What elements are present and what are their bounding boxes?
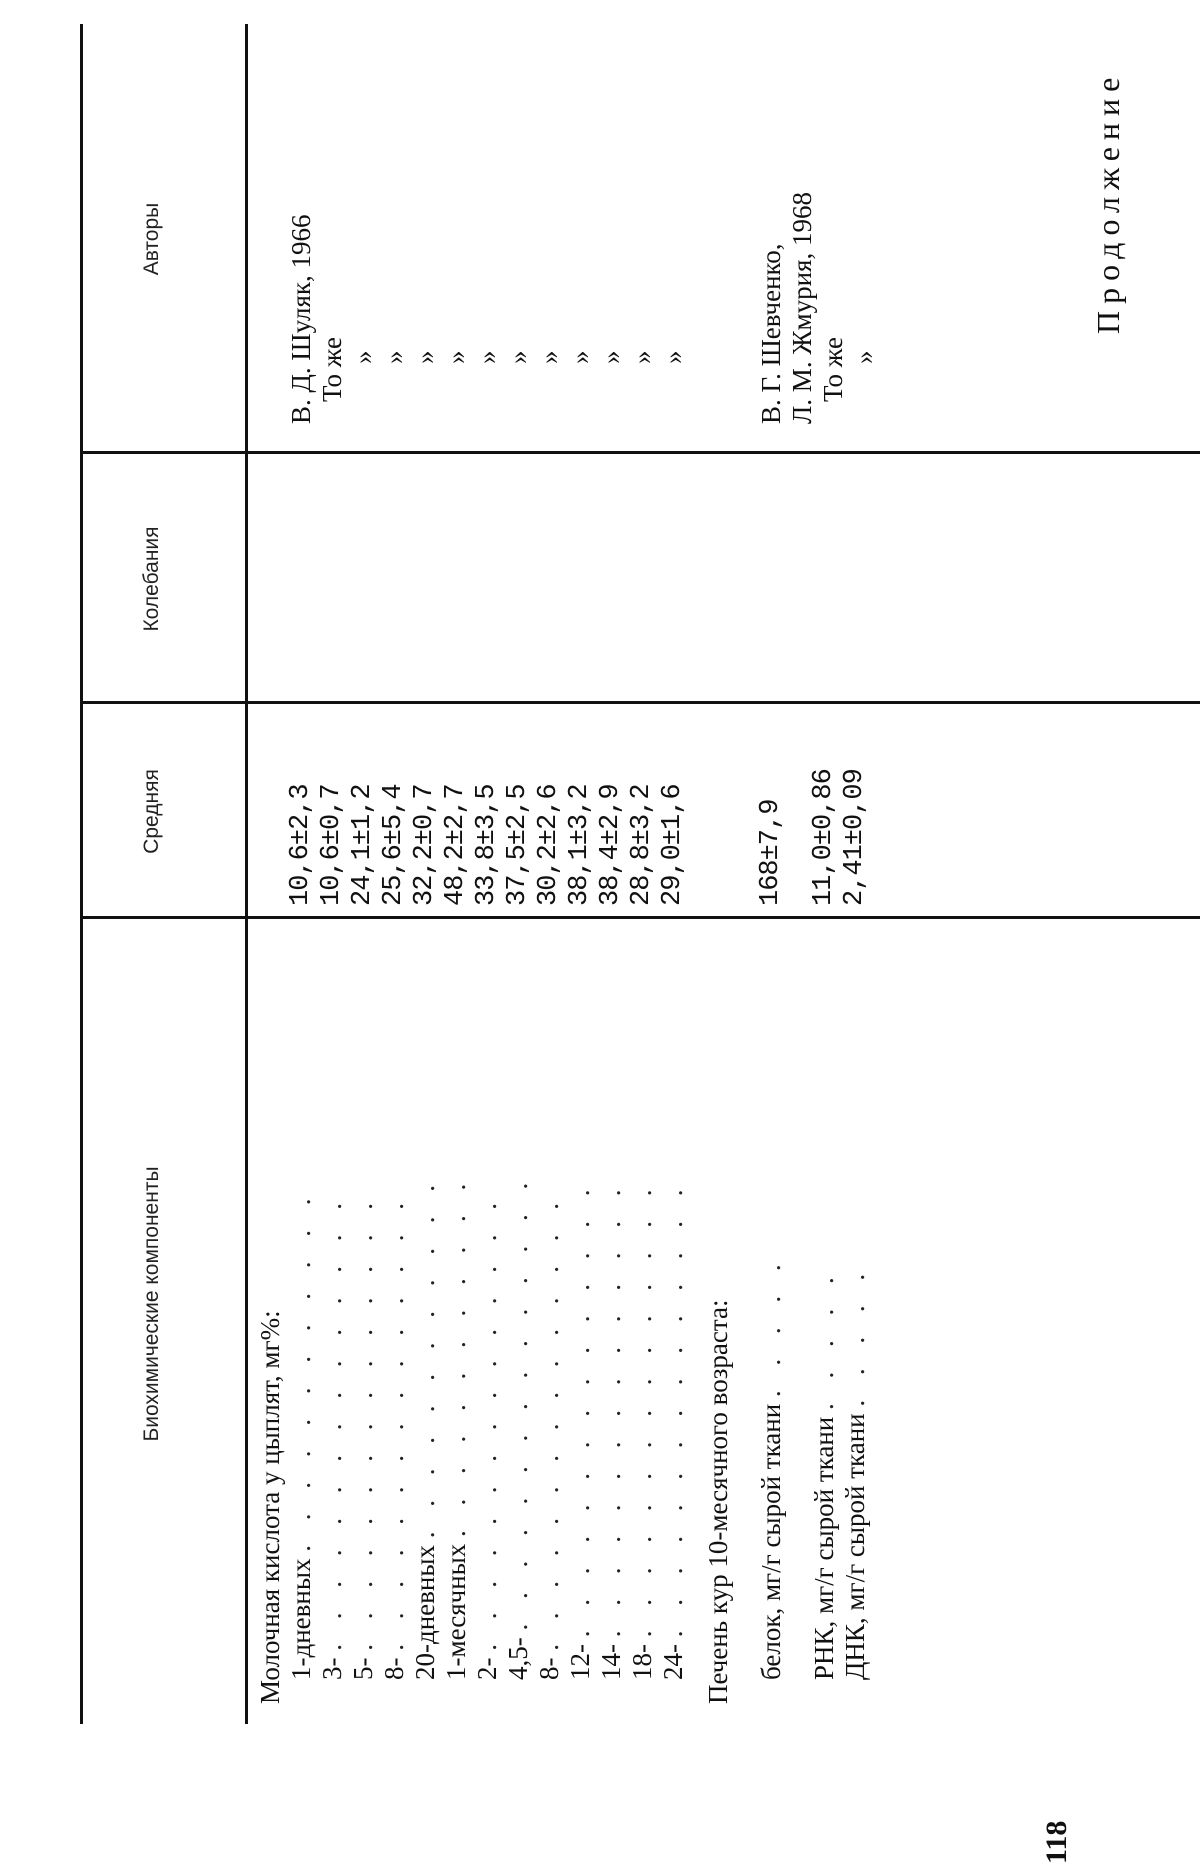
author-cell: » <box>596 350 626 364</box>
mean-value: 32,2±0,7 <box>410 784 440 906</box>
row-label: 1-месячных . . . . . . . . . . . . <box>441 1174 471 1680</box>
author-cell: То же <box>818 337 848 402</box>
author-cell: » <box>472 350 502 364</box>
header-range: Колебания <box>140 526 163 632</box>
mean-value: 30,2±2,6 <box>534 784 564 906</box>
continuation-label: Продолжение <box>1090 70 1126 334</box>
row-label: 18- . . . . . . . . . . . . . . . <box>627 1180 657 1680</box>
row-label: ДНК, мг/г сырой ткани . . . . . <box>840 1264 870 1680</box>
mean-column <box>255 706 871 906</box>
authors-column <box>255 24 880 424</box>
header-mean: Средняя <box>140 769 163 854</box>
mean-value: 38,4±2,9 <box>596 784 626 906</box>
mean-value: 33,8±3,5 <box>472 784 502 906</box>
author-cell: Л. М. Жмурия, 1968 <box>787 192 817 424</box>
row-label: 2- . . . . . . . . . . . . . . . <box>472 1194 502 1680</box>
group-title: Печень кур 10-месячного возраста: <box>703 1299 733 1704</box>
author-cell: » <box>410 350 440 364</box>
author-cell: » <box>849 350 879 364</box>
mean-value: 24,1±1,2 <box>348 784 378 906</box>
row-label: 1-дневных . . . . . . . . . . . . <box>286 1189 316 1680</box>
table-top-rule <box>80 24 83 1724</box>
mean-value: 28,8±3,2 <box>627 784 657 906</box>
author-cell: » <box>534 350 564 364</box>
mean-value: 38,1±3,2 <box>565 784 595 906</box>
page-number: 118 <box>1040 1820 1073 1864</box>
group-title: Молочная кислота у цыплят, мг%: <box>255 1310 285 1704</box>
components-column <box>255 924 871 1704</box>
row-label: 14- . . . . . . . . . . . . . . . <box>596 1180 626 1680</box>
author-cell: То же <box>317 337 347 402</box>
mean-value: 37,5±2,5 <box>503 784 533 906</box>
row-label: 8- . . . . . . . . . . . . . . . <box>534 1194 564 1680</box>
row-label: 12- . . . . . . . . . . . . . . . <box>565 1180 595 1680</box>
author-cell: » <box>627 350 657 364</box>
row-label: 20-дневных . . . . . . . . . . . . <box>410 1176 440 1680</box>
author-cell: В. Г. Шевченко, <box>756 243 786 424</box>
header-authors: Авторы <box>140 202 163 276</box>
header-components: Биохимические компоненты <box>140 1166 163 1442</box>
mean-value: 2,41±0,09 <box>840 769 870 906</box>
mean-value: 25,6±5,4 <box>379 784 409 906</box>
row-label: 8- . . . . . . . . . . . . . . . <box>379 1194 409 1680</box>
author-cell: » <box>565 350 595 364</box>
author-cell: В. Д. Шуляк, 1966 <box>286 214 316 424</box>
author-cell: » <box>441 350 471 364</box>
author-cell: » <box>379 350 409 364</box>
column-divider-2 <box>80 701 1200 704</box>
author-cell: » <box>503 350 533 364</box>
row-label: 3- . . . . . . . . . . . . . . . <box>317 1194 347 1680</box>
author-cell: » <box>348 350 378 364</box>
mean-value: 10,6±2,3 <box>286 784 316 906</box>
mean-value: 11,0±0,86 <box>809 769 839 906</box>
mean-value: 168±7,9 <box>756 799 786 906</box>
mean-value: 29,0±1,6 <box>658 784 688 906</box>
column-divider-3 <box>80 451 1200 454</box>
mean-value: 10,6±0,7 <box>317 784 347 906</box>
author-cell: » <box>658 350 688 364</box>
row-label: 4,5- . . . . . . . . . . . . . . . <box>503 1173 533 1680</box>
mean-value: 48,2±2,7 <box>441 784 471 906</box>
row-label: РНК, мг/г сырой ткани . . . . . <box>809 1268 839 1680</box>
table-header-rule <box>245 24 248 1724</box>
row-label: белок, мг/г сырой ткани . . . . . <box>756 1255 786 1680</box>
row-label: 5- . . . . . . . . . . . . . . . <box>348 1194 378 1680</box>
column-divider-1 <box>80 916 1200 919</box>
row-label: 24- . . . . . . . . . . . . . . . <box>658 1180 688 1680</box>
